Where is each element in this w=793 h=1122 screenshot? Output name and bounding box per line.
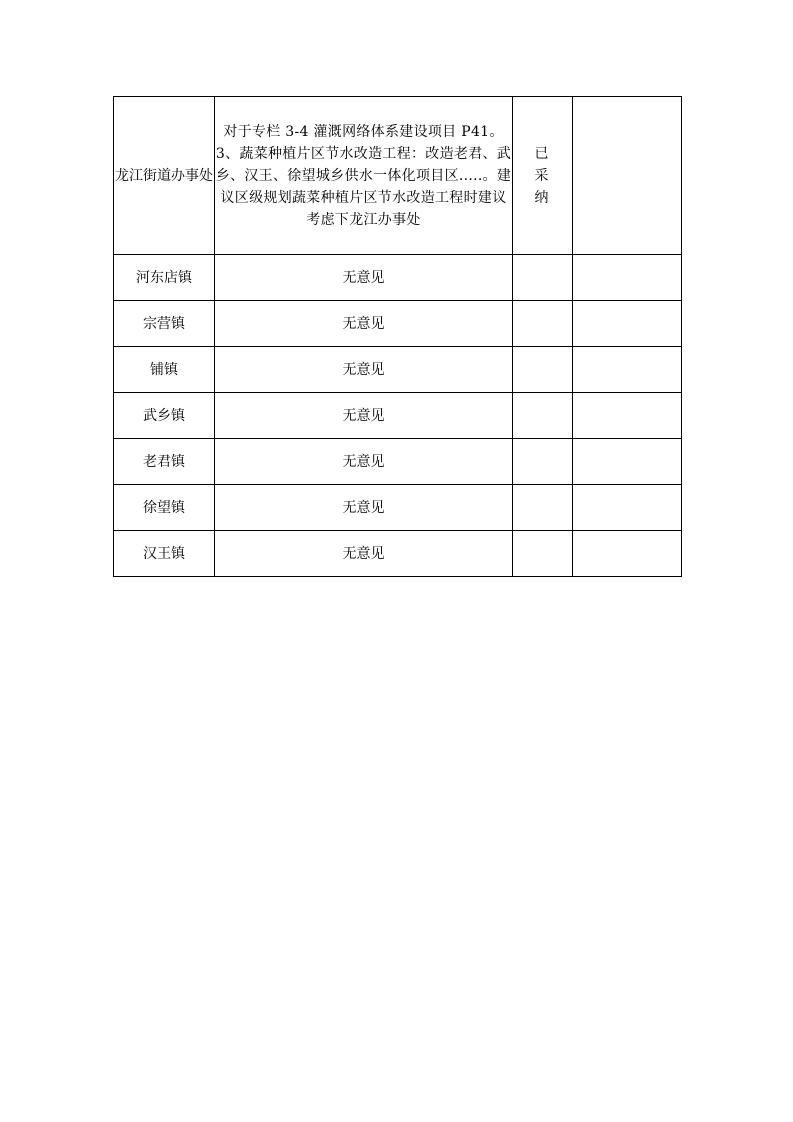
unit-cell bbox=[114, 439, 215, 485]
opinion-table bbox=[113, 96, 682, 577]
note-cell bbox=[573, 301, 682, 347]
table-row bbox=[114, 97, 682, 255]
opinion-cell bbox=[215, 439, 513, 485]
opinion-text: 无意见 bbox=[342, 499, 385, 516]
opinion-cell bbox=[215, 301, 513, 347]
table-row bbox=[114, 439, 682, 485]
unit-name: 河东店镇 bbox=[136, 269, 192, 286]
unit-name: 宗营镇 bbox=[143, 315, 185, 332]
opinion-cell bbox=[215, 97, 513, 255]
status-cell bbox=[513, 439, 573, 485]
status-text: 已采纳 bbox=[534, 145, 551, 206]
unit-name: 老君镇 bbox=[143, 453, 185, 470]
opinion-cell bbox=[215, 393, 513, 439]
opinion-cell bbox=[215, 255, 513, 301]
note-cell bbox=[573, 531, 682, 577]
opinion-text: 无意见 bbox=[342, 545, 385, 562]
note-cell bbox=[573, 485, 682, 531]
table-row bbox=[114, 393, 682, 439]
status-cell bbox=[513, 347, 573, 393]
opinion-cell bbox=[215, 531, 513, 577]
note-cell bbox=[573, 97, 682, 255]
status-cell bbox=[513, 301, 573, 347]
unit-cell bbox=[114, 531, 215, 577]
opinion-cell bbox=[215, 347, 513, 393]
table-row bbox=[114, 485, 682, 531]
opinion-cell bbox=[215, 485, 513, 531]
status-cell bbox=[513, 255, 573, 301]
opinion-text: 对于专栏 3-4 灌溉网络体系建设项目 P41。3、蔬菜种植片区节水改造工程：改造老君、武乡、汉王、徐望城乡供水一体化项目区.....。建议区级规划蔬菜种植片区节水改造工程时建议考虑下龙江办事处 bbox=[215, 123, 512, 228]
unit-name: 铺镇 bbox=[150, 361, 178, 378]
unit-cell bbox=[114, 485, 215, 531]
status-cell bbox=[513, 97, 573, 255]
opinion-text: 无意见 bbox=[342, 315, 385, 332]
unit-name: 龙江街道办事处 bbox=[115, 167, 213, 184]
unit-name: 汉王镇 bbox=[143, 545, 185, 562]
note-cell bbox=[573, 255, 682, 301]
status-cell bbox=[513, 485, 573, 531]
status-cell bbox=[513, 531, 573, 577]
status-cell bbox=[513, 393, 573, 439]
unit-cell bbox=[114, 347, 215, 393]
note-cell bbox=[573, 393, 682, 439]
unit-cell bbox=[114, 301, 215, 347]
note-cell bbox=[573, 347, 682, 393]
table-row bbox=[114, 255, 682, 301]
table-row bbox=[114, 301, 682, 347]
table-row bbox=[114, 347, 682, 393]
opinion-text: 无意见 bbox=[342, 407, 385, 424]
opinion-text: 无意见 bbox=[342, 361, 385, 378]
opinion-text: 无意见 bbox=[342, 269, 385, 286]
unit-name: 武乡镇 bbox=[143, 407, 185, 424]
unit-cell bbox=[114, 255, 215, 301]
unit-cell bbox=[114, 97, 215, 255]
table-row bbox=[114, 531, 682, 577]
unit-name: 徐望镇 bbox=[143, 499, 185, 516]
unit-cell bbox=[114, 393, 215, 439]
note-cell bbox=[573, 439, 682, 485]
opinion-text: 无意见 bbox=[342, 453, 385, 470]
